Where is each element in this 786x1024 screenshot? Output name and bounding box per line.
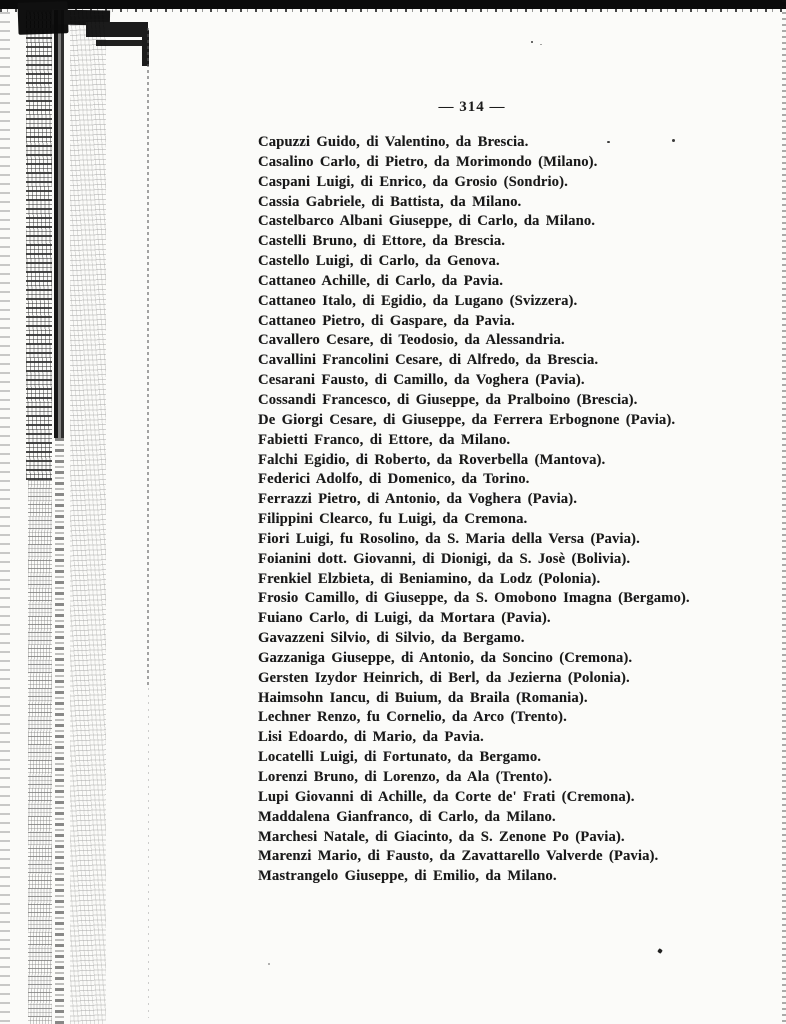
scan-edge-noise [782,0,786,1024]
entry-line: Cesarani Fausto, di Camillo, da Voghera (Pavia). [258,372,585,389]
entry-line: Cattaneo Pietro, di Gaspare, da Pavia. [258,312,515,329]
scan-top-bar [0,0,786,9]
entry-line: Cattaneo Italo, di Egidio, da Lugano (Svizzera). [258,292,578,309]
entry-line: Fiori Luigi, fu Rosolino, da S. Maria della Versa (Pavia). [258,530,640,547]
scan-top-bar-fray [0,9,786,12]
entry-line: Cavallini Francolini Cesare, di Alfredo, da Brescia. [258,352,599,369]
binding-corner-blob [86,22,148,37]
page-fold-line [147,28,149,688]
entry-line: Mastrangelo Giuseppe, di Emilio, da Milano. [258,868,557,885]
entry-line: Falchi Egidio, di Roberto, da Roverbella (Mantova). [258,451,606,468]
entries-list [258,133,738,887]
entry-line: Federici Adolfo, di Domenico, da Torino. [258,471,530,488]
entry-line: Cossandi Francesco, di Giuseppe, da Pralboino (Brescia). [258,391,638,408]
entry-line: Marchesi Natale, di Giacinto, da S. Zenone Po (Pavia). [258,828,625,845]
entry-line: Haimsohn Iancu, di Buium, da Braila (Romania). [258,689,588,706]
entry-line: Lupi Giovanni di Achille, da Corte de' Frati (Cremona). [258,788,635,805]
entry-line: Marenzi Mario, di Fausto, da Zavattarello Valverde (Pavia). [258,848,659,865]
page-number-header: — 314 — [438,99,506,115]
entry-line: Gazzaniga Giuseppe, di Antonio, da Soncino (Cremona). [258,649,633,666]
entry-line: Foianini dott. Giovanni, di Dionigi, da S. Josè (Bolivia). [258,550,631,567]
entry-line: Cattaneo Achille, di Carlo, da Pavia. [258,272,504,289]
entry-line: Locatelli Luigi, di Fortunato, da Bergamo. [258,749,542,766]
scan-speck [657,948,663,954]
entry-line: Gavazzeni Silvio, di Silvio, da Bergamo. [258,630,525,647]
scan-edge-noise [0,12,10,1024]
entry-line: Castello Luigi, di Carlo, da Genova. [258,253,500,270]
entry-line: Casalino Carlo, di Pietro, da Morimondo (Milano). [258,153,598,170]
entry-line: Castelbarco Albani Giuseppe, di Carlo, da Milano. [258,213,596,230]
scan-speck [268,963,270,965]
entry-line: Caspani Luigi, di Enrico, da Grosio (Sondrio). [258,173,568,190]
binding-streak [54,10,64,438]
binding-corner-frame [142,30,149,66]
scan-speck [540,44,542,45]
entry-line: Fabietti Franco, di Ettore, da Milano. [258,431,511,448]
entry-line: De Giorgi Cesare, di Giuseppe, da Ferrera Erbognone (Pavia). [258,411,676,428]
page-fold-line [148,688,149,1018]
entry-line: Fuiano Carlo, di Luigi, da Mortara (Pavia). [258,610,551,627]
binding-corner-frame [96,40,148,46]
entry-line: Frenkiel Elzbieta, di Beniamino, da Lodz (Polonia). [258,570,601,587]
binding-streak [26,10,52,480]
binding-streak [28,480,52,1024]
binding-streak [55,438,64,1024]
entry-line: Lisi Edoardo, di Mario, da Pavia. [258,729,484,746]
entry-line: Castelli Bruno, di Ettore, da Brescia. [258,233,506,250]
entry-line: Capuzzi Guido, di Valentino, da Brescia. [258,134,529,150]
entry-line: Maddalena Gianfranco, di Carlo, da Milano. [258,808,556,825]
entry-line: Filippini Clearco, fu Luigi, da Cremona. [258,511,528,528]
entry-line: Cavallero Cesare, di Teodosio, da Alessandria. [258,332,565,349]
binding-streak [70,10,106,1024]
entry-line: Lorenzi Bruno, di Lorenzo, da Ala (Trento). [258,769,553,785]
scan-speck [531,41,533,43]
entry-line: Ferrazzi Pietro, di Antonio, da Voghera (Pavia). [258,491,578,508]
entry-line: Frosio Camillo, di Giuseppe, da S. Omobono Imagna (Bergamo). [258,590,690,607]
entry-line: Cassia Gabriele, di Battista, da Milano. [258,193,522,210]
entry-line: Gersten Izydor Heinrich, di Berl, da Jezierna (Polonia). [258,669,630,686]
entry-line: Lechner Renzo, fu Cornelio, da Arco (Trento). [258,709,567,726]
